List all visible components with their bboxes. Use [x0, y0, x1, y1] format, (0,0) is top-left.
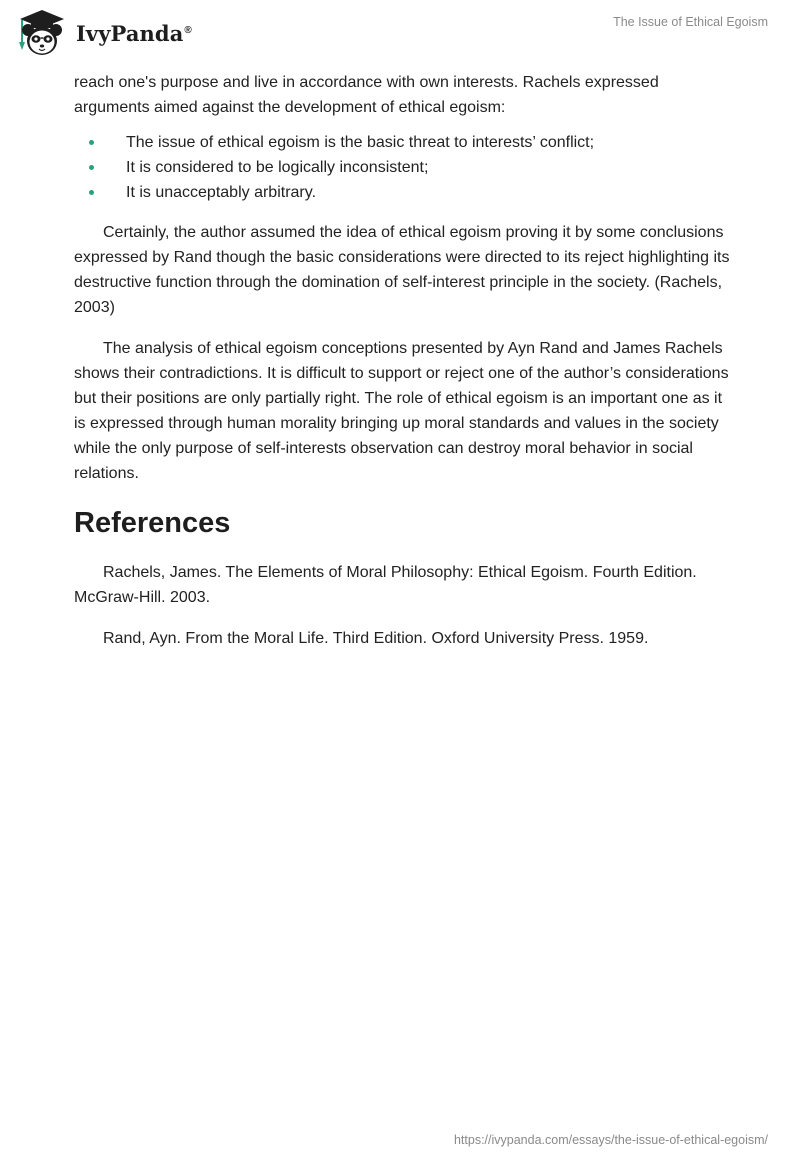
source-url[interactable]: https://ivypanda.com/essays/the-issue-of-ethical-egoism/	[453, 1133, 768, 1147]
list-item-text: It is unacceptably arbitrary.	[126, 184, 317, 201]
registered-mark: ®	[184, 24, 192, 36]
body-paragraph: The analysis of ethical egoism conceptions presented by Ayn Rand and James Rachels shows their contradictions. It is difficult to support or reject one of the author’s considerations but their positions are only partially right. The role of ethical egoism is an important one as it is expressed through human morality bringing up moral standards and values in the society while the only purpose of self-interests observation can destroy moral behavior in social relations.	[74, 340, 729, 482]
list-item	[74, 130, 734, 155]
list-item-text: The issue of ethical egoism is the basic threat to interests’ conflict;	[126, 134, 595, 151]
panda-graduate-icon	[14, 8, 70, 58]
ivypanda-logo[interactable]	[14, 8, 192, 58]
reference-item: Rand, Ayn. From the Moral Life. Third Edition. Oxford University Press. 1959.	[103, 630, 649, 647]
reference-item: Rachels, James. The Elements of Moral Philosophy: Ethical Egoism. Fourth Edition. McGraw-Hill. 2003.	[74, 564, 697, 606]
list-item-text: It is considered to be logically inconsistent;	[126, 159, 429, 176]
bullet-icon	[89, 140, 94, 145]
essay-content	[74, 70, 734, 667]
list-item	[74, 180, 734, 205]
intro-paragraph: reach one's purpose and live in accordance with own interests. Rachels expressed arguments aimed against the development of ethical egoism:	[74, 74, 659, 116]
page-header	[0, 0, 800, 60]
argument-list	[74, 130, 734, 205]
document-title: The Issue of Ethical Egoism	[613, 15, 768, 29]
brand-name: IvyPanda®	[76, 20, 192, 46]
references-heading: References	[74, 507, 231, 539]
bullet-icon	[89, 190, 94, 195]
bullet-icon	[89, 165, 94, 170]
body-paragraph: Certainly, the author assumed the idea of ethical egoism proving it by some conclusions expressed by Rand though the basic considerations were directed to its reject highlighting its destructive function through the domination of self-interest principle in the society. (Rachels, 2003)	[74, 224, 730, 316]
list-item	[74, 155, 734, 180]
